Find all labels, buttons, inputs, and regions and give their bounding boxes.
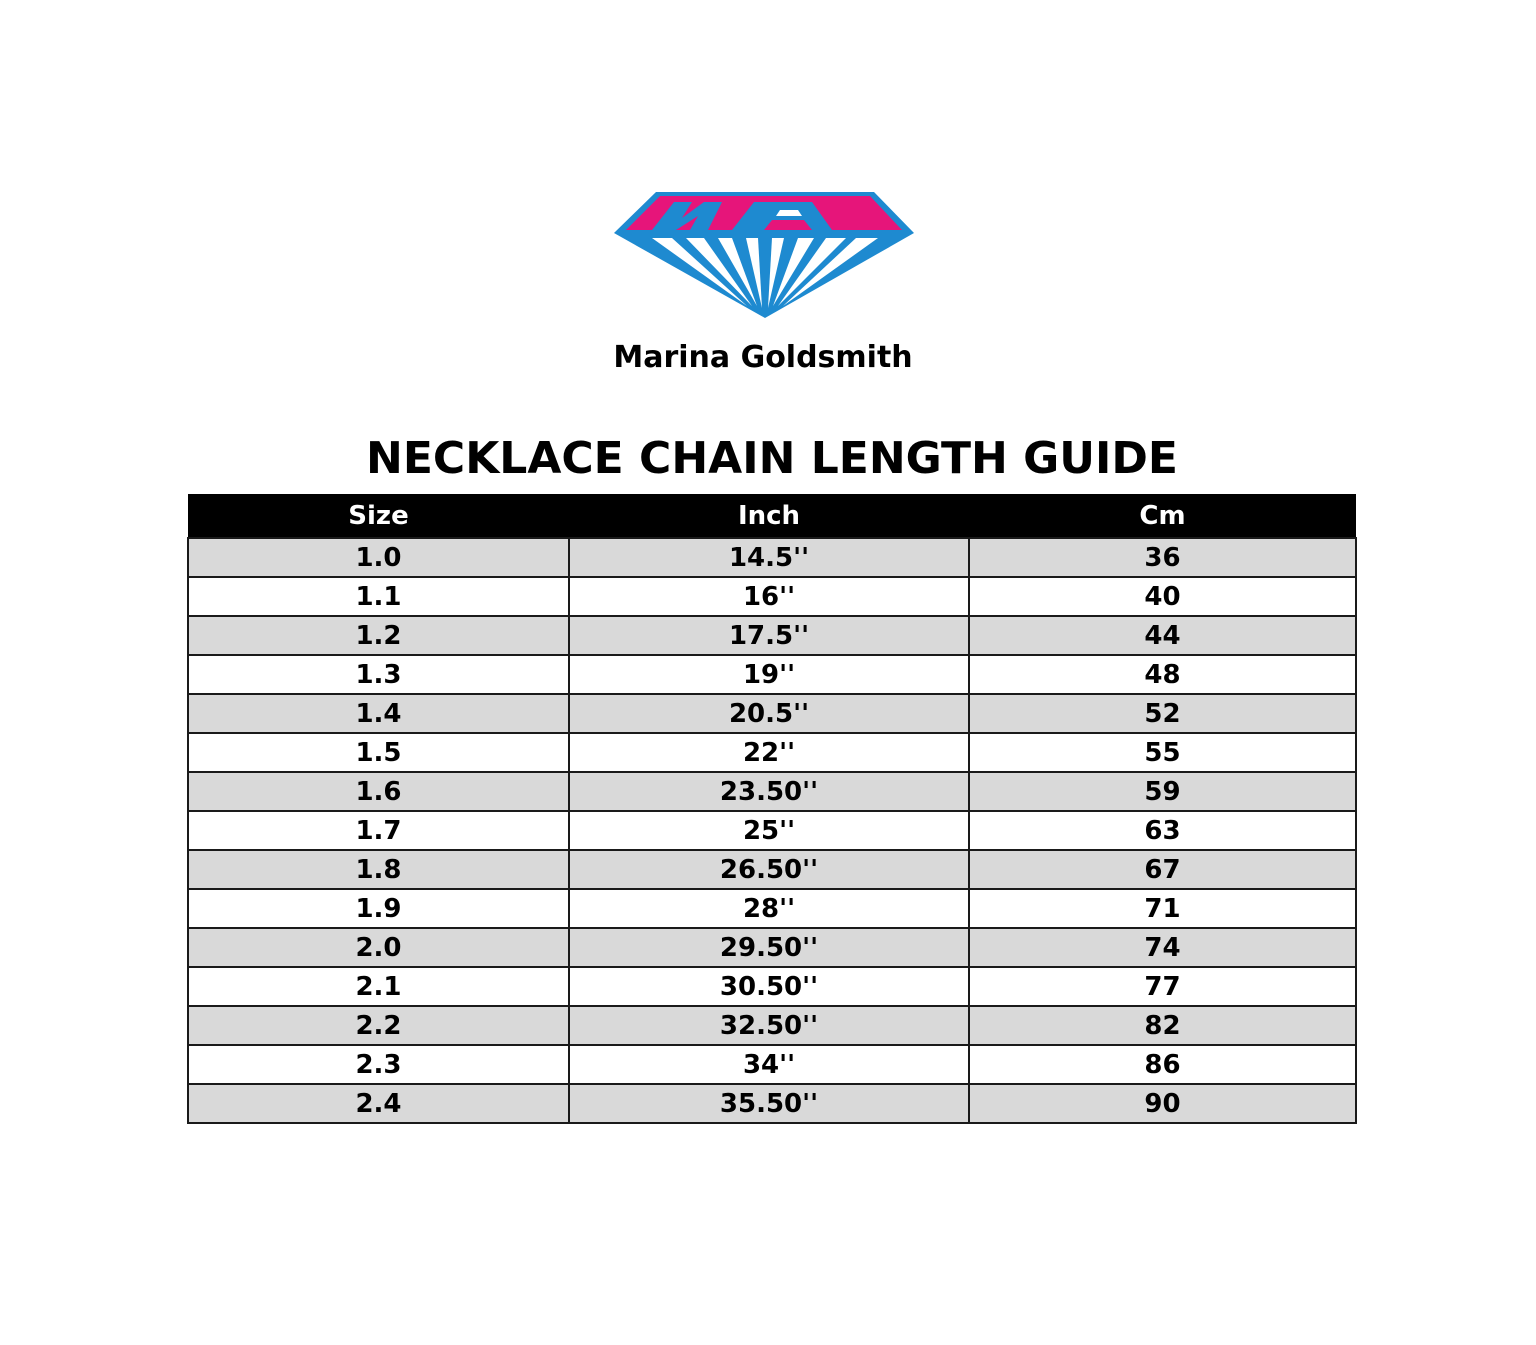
size-cell: 1.6 xyxy=(188,772,569,811)
size-cell: 1.5 xyxy=(188,733,569,772)
chain-length-table xyxy=(187,494,1357,1124)
cm-cell: 40 xyxy=(969,577,1356,616)
cm-cell: 82 xyxy=(969,1006,1356,1045)
inch-cell: 28'' xyxy=(569,889,969,928)
cm-cell: 71 xyxy=(969,889,1356,928)
brand-name: Marina Goldsmith xyxy=(613,340,913,375)
table-row xyxy=(188,733,1356,772)
inch-cell: 16'' xyxy=(569,577,969,616)
cm-cell: 67 xyxy=(969,850,1356,889)
inch-cell: 30.50'' xyxy=(569,967,969,1006)
table-row xyxy=(188,811,1356,850)
table-row xyxy=(188,772,1356,811)
inch-cell: 25'' xyxy=(569,811,969,850)
size-cell: 2.0 xyxy=(188,928,569,967)
size-cell: 2.2 xyxy=(188,1006,569,1045)
cm-cell: 90 xyxy=(969,1084,1356,1123)
table-row xyxy=(188,928,1356,967)
table-row xyxy=(188,694,1356,733)
inch-cell: 35.50'' xyxy=(569,1084,969,1123)
inch-cell: 34'' xyxy=(569,1045,969,1084)
header-cm: Cm xyxy=(969,494,1356,538)
size-cell: 1.1 xyxy=(188,577,569,616)
cm-cell: 44 xyxy=(969,616,1356,655)
inch-cell: 20.5'' xyxy=(569,694,969,733)
size-cell: 1.8 xyxy=(188,850,569,889)
size-cell: 1.0 xyxy=(188,538,569,577)
header-size: Size xyxy=(188,494,569,538)
size-cell: 1.7 xyxy=(188,811,569,850)
size-cell: 1.3 xyxy=(188,655,569,694)
size-cell: 2.4 xyxy=(188,1084,569,1123)
size-cell: 2.1 xyxy=(188,967,569,1006)
table-row xyxy=(188,538,1356,577)
table-row xyxy=(188,967,1356,1006)
table-row xyxy=(188,889,1356,928)
cm-cell: 59 xyxy=(969,772,1356,811)
table-row xyxy=(188,1006,1356,1045)
size-cell: 1.9 xyxy=(188,889,569,928)
inch-cell: 14.5'' xyxy=(569,538,969,577)
table-row xyxy=(188,1084,1356,1123)
size-cell: 1.4 xyxy=(188,694,569,733)
cm-cell: 74 xyxy=(969,928,1356,967)
inch-cell: 32.50'' xyxy=(569,1006,969,1045)
brand-logo xyxy=(612,188,916,322)
page-title: NECKLACE CHAIN LENGTH GUIDE xyxy=(366,433,1178,484)
cm-cell: 52 xyxy=(969,694,1356,733)
table-row xyxy=(188,655,1356,694)
table-row xyxy=(188,1045,1356,1084)
table-row xyxy=(188,850,1356,889)
inch-cell: 23.50'' xyxy=(569,772,969,811)
table-row xyxy=(188,577,1356,616)
table-row xyxy=(188,616,1356,655)
cm-cell: 86 xyxy=(969,1045,1356,1084)
cm-cell: 36 xyxy=(969,538,1356,577)
cm-cell: 55 xyxy=(969,733,1356,772)
cm-cell: 77 xyxy=(969,967,1356,1006)
cm-cell: 48 xyxy=(969,655,1356,694)
table-header-row xyxy=(188,494,1356,538)
size-cell: 2.3 xyxy=(188,1045,569,1084)
header-inch: Inch xyxy=(569,494,969,538)
inch-cell: 26.50'' xyxy=(569,850,969,889)
inch-cell: 17.5'' xyxy=(569,616,969,655)
inch-cell: 22'' xyxy=(569,733,969,772)
inch-cell: 19'' xyxy=(569,655,969,694)
size-cell: 1.2 xyxy=(188,616,569,655)
inch-cell: 29.50'' xyxy=(569,928,969,967)
cm-cell: 63 xyxy=(969,811,1356,850)
